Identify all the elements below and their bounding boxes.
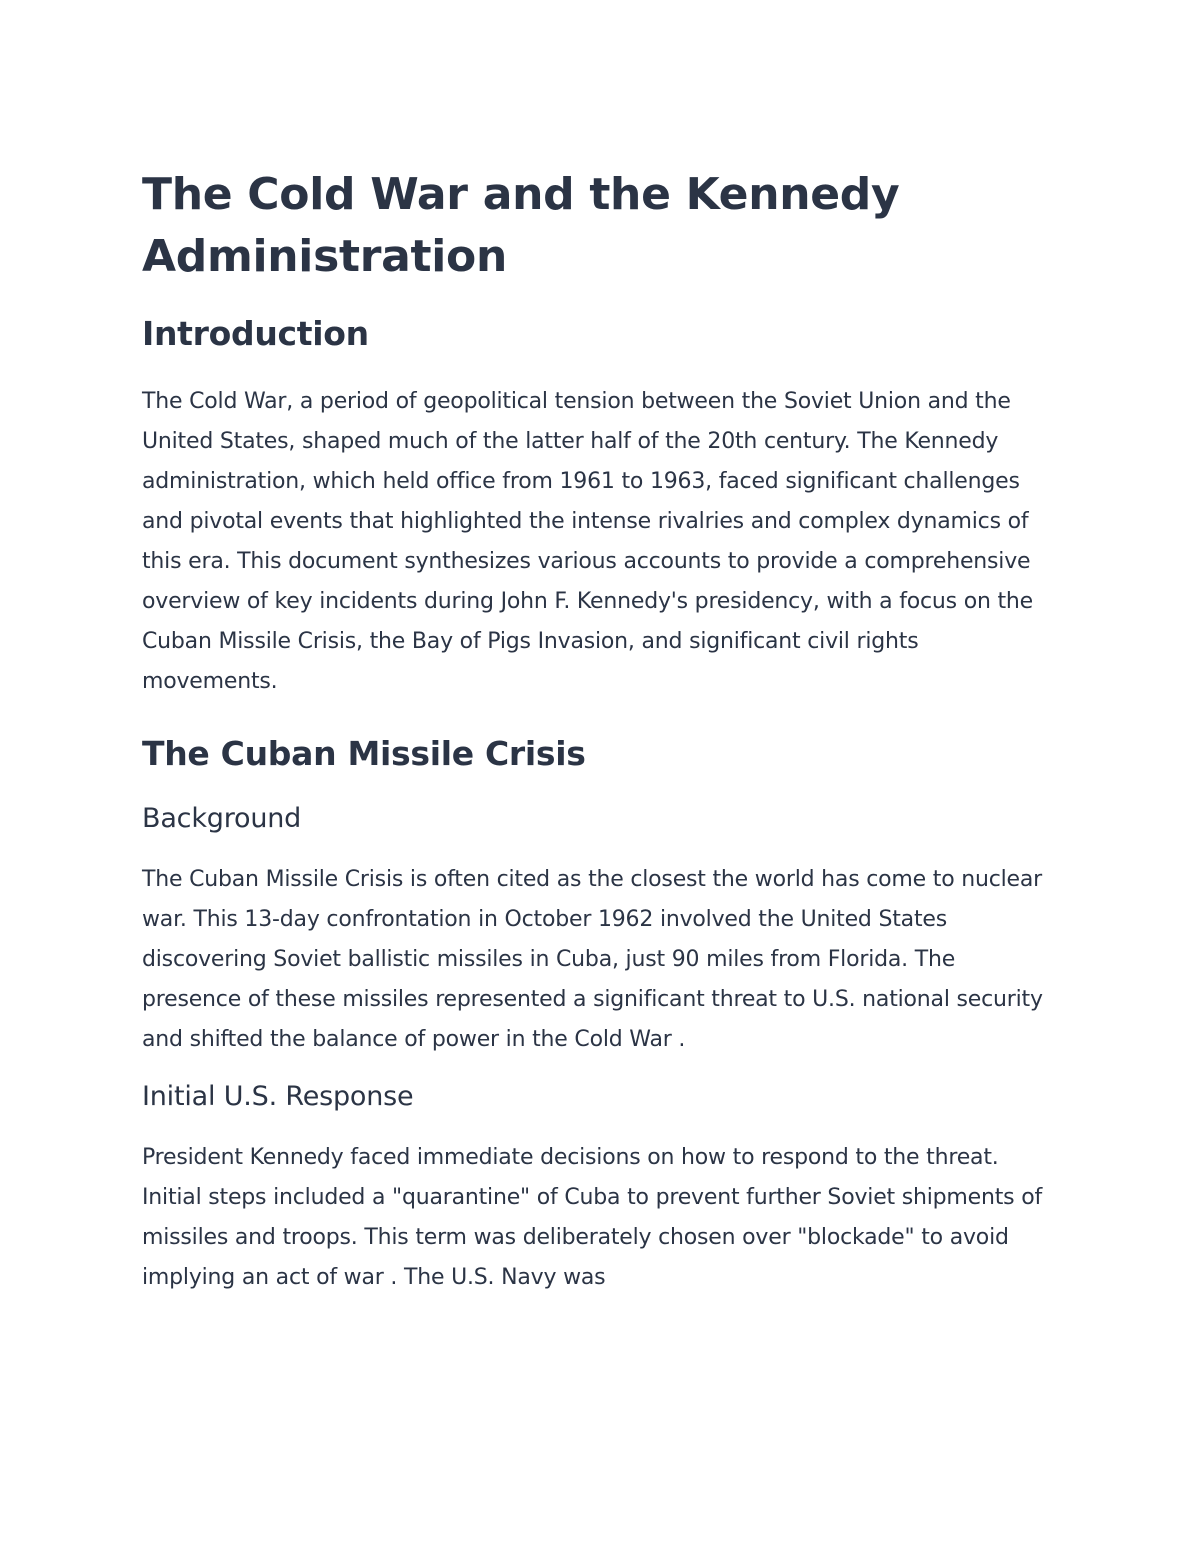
background-subheading: Background (142, 803, 302, 834)
document-title: The Cold War and the Kennedy Administration (142, 169, 900, 282)
initial-response-paragraph: President Kennedy faced immediate decisions on how to respond to the threat. Initial steps included a "quarantine" of Cuba to prevent further Soviet shipments of missiles and troops. This term was deliberately chosen over "blockade" to avoid implying an act of war . The U.S. Navy was (142, 1145, 1043, 1290)
introduction-heading: Introduction (142, 314, 369, 353)
cuban-missile-crisis-heading: The Cuban Missile Crisis (142, 734, 586, 773)
background-paragraph: The Cuban Missile Crisis is often cited as the closest the world has come to nuclear war. This 13-day confrontation in October 1962 involved the United States discovering Soviet ballistic missiles in Cuba, just 90 miles from Florida. The presence of these missiles represented a significant threat to U.S. national security and shifted the balance of power in the Cold War . (142, 867, 1043, 1052)
initial-response-subheading: Initial U.S. Response (142, 1081, 414, 1112)
introduction-paragraph: The Cold War, a period of geopolitical tension between the Soviet Union and the United States, shaped much of the latter half of the 20th century. The Kennedy administration, which held office from 1961 to 1963, faced significant challenges and pivotal events that highlighted the intense rivalries and complex dynamics of this era. This document synthesizes various accounts to provide a comprehensive overview of key incidents during John F. Kennedy's presidency, with a focus on the Cuban Missile Crisis, the Bay of Pigs Invasion, and significant civil rights movements. (142, 389, 1034, 694)
